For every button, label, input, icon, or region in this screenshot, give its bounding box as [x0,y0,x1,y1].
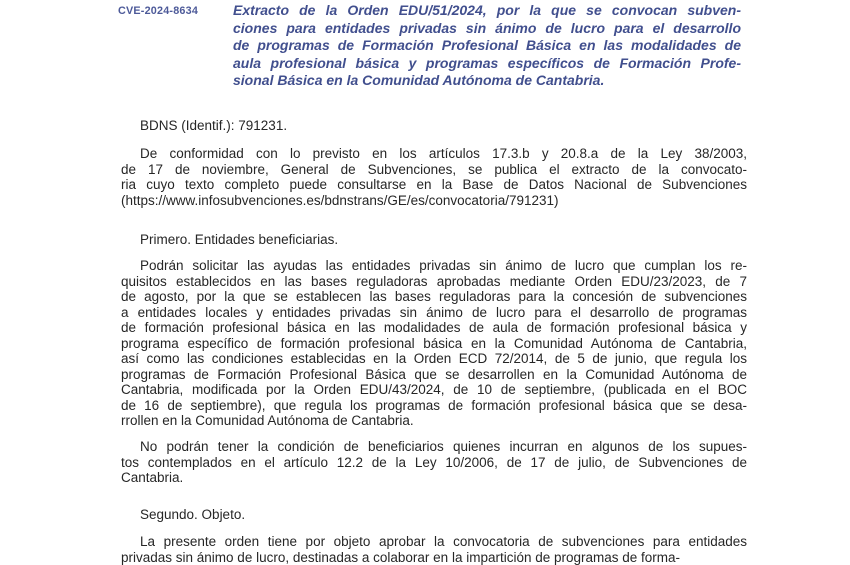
text-line: aula profesional básica y programas específicos de Formación Profe- [233,55,741,73]
text-line: Podrán solicitar las ayudas las entidades privadas sin ánimo de lucro que cumplan los re- [121,258,747,274]
section-heading-segundo [121,507,747,523]
text-line: BDNS (Identif.): 791231. [121,118,747,134]
paragraph-entidades-beneficiarias [121,258,747,429]
text-line: De conformidad con lo previsto en los artículos 17.3.b y 20.8.a de la Ley 38/2003, [121,146,747,162]
text-line: ciones para entidades privadas sin ánimo de lucro para el desarrollo [233,20,741,38]
paragraph-conformidad [121,146,747,208]
text-line: No podrán tener la condición de beneficiarios quienes incurran en algunos de los supues- [121,439,747,455]
paragraph-exclusiones [121,439,747,486]
text-line: Primero. Entidades beneficiarias. [121,232,747,248]
text-line: quisitos establecidos en las bases reguladoras aprobadas mediante Orden EDU/23/2023, de 7 [121,274,747,290]
text-line: a entidades locales y entidades privadas sin ánimo de lucro para el desarrollo de programas [121,305,747,321]
text-line: programas de Formación Profesional Básica que se desarrollen en la Comunidad Autónoma de [121,367,747,383]
text-line: tos contemplados en el artículo 12.2 de la Ley 10/2006, de 17 de julio, de Subvenciones de [121,455,747,471]
text-line: Extracto de la Orden EDU/51/2024, por la que se convocan subven- [233,2,741,20]
text-line: de programas de Formación Profesional Básica en las modalidades de [233,37,741,55]
text-line: sional Básica en la Comunidad Autónoma de Cantabria. [233,72,741,90]
bdns-identifier-line [121,118,747,134]
text-line: de formación profesional básica en las modalidades de aula de formación profesional básica y [121,320,747,336]
text-line: programa específico de formación profesional básica en la Comunidad Autónoma de Cantabria, [121,336,747,352]
text-line: de 17 de noviembre, General de Subvenciones, se publica el extracto de la convocato- [121,162,747,178]
text-line: La presente orden tiene por objeto aprobar la convocatoria de subvenciones para entidades [121,534,747,550]
section-heading-primero [121,232,747,248]
text-line: Cantabria, modificada por la Orden EDU/43/2024, de 10 de septiembre, (publicada en el BOC [121,382,747,398]
text-line: Segundo. Objeto. [121,507,747,523]
text-line: de 16 de septiembre), que regula los programas de formación profesional básica que se desa- [121,398,747,414]
text-line: así como las condiciones establecidas en la Orden ECD 72/2014, de 5 de junio, que regula los [121,351,747,367]
document-title [233,2,741,90]
text-line: ria cuyo texto completo puede consultarse en la Base de Datos Nacional de Subvenciones [121,177,747,193]
text-line: Cantabria. [121,470,747,486]
cve-code: CVE-2024-8634 [118,5,198,17]
paragraph-objeto [121,534,747,565]
text-line: (https://www.infosubvenciones.es/bdnstrans/GE/es/convocatoria/791231) [121,193,747,209]
text-line: rrollen en la Comunidad Autónoma de Cantabria. [121,413,747,429]
text-line: de agosto, por la que se establecen las bases reguladoras para la concesión de subvenciones [121,289,747,305]
text-line: privadas sin ánimo de lucro, destinadas a colaborar en la impartición de programas de forma- [121,550,747,565]
